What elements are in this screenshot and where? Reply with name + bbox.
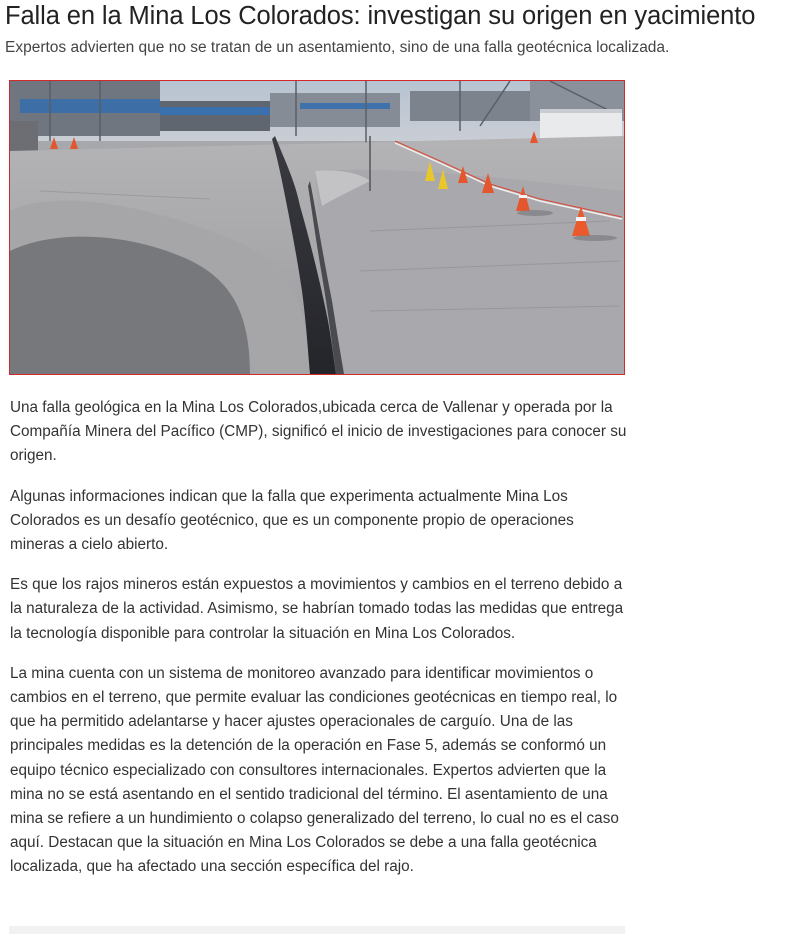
article-paragraph: Una falla geológica en la Mina Los Colorados,ubicada cerca de Vallenar y operada por la Compañía Minera del Pacífico (CMP), significó el inicio de investigaciones para conocer su origen. xyxy=(10,399,627,465)
content-fade xyxy=(9,926,625,934)
article-subtitle: Expertos advierten que no se tratan de un asentamiento, sino de una falla geotécnica localizada. xyxy=(5,39,670,56)
article-paragraph: La mina cuenta con un sistema de monitoreo avanzado para identificar movimientos o cambios en el terreno, que permite evaluar las condiciones geotécnicas en tiempo real, lo que ha permitido adelantarse y hacer ajustes operacionales de carguío. Una de las principales medidas es la detención de la operación en Fase 5, además se conformó un equipo técnico especializado con consultores internacionales. Expertos advierten que la mina no se está asentando en el sentido tradicional del término. El asentamiento de una mina se refiere a un hundimiento o colapso generalizado del terreno, lo cual no es el caso aquí. Destacan que la situación en Mina Los Colorados se debe a una falla geotécnica localizada, que ha afectado una sección específica del rajo. xyxy=(10,664,619,876)
article-photo xyxy=(9,80,625,375)
article-paragraph: Es que los rajos mineros están expuestos a movimientos y cambios en el terreno debido a la naturaleza de la actividad. Asimismo, se habrían tomado todas las medidas que entrega la tecnología disponible para controlar la situación en Mina Los Colorados. xyxy=(10,576,624,642)
article-paragraph: Algunas informaciones indican que la falla que experimenta actualmente Mina Los Colorados es un desafío geotécnico, que es un componente propio de operaciones mineras a cielo abierto. xyxy=(10,487,574,554)
article-headline: Falla en la Mina Los Colorados: investigan su origen en yacimiento xyxy=(5,2,756,30)
article-body xyxy=(10,396,630,896)
